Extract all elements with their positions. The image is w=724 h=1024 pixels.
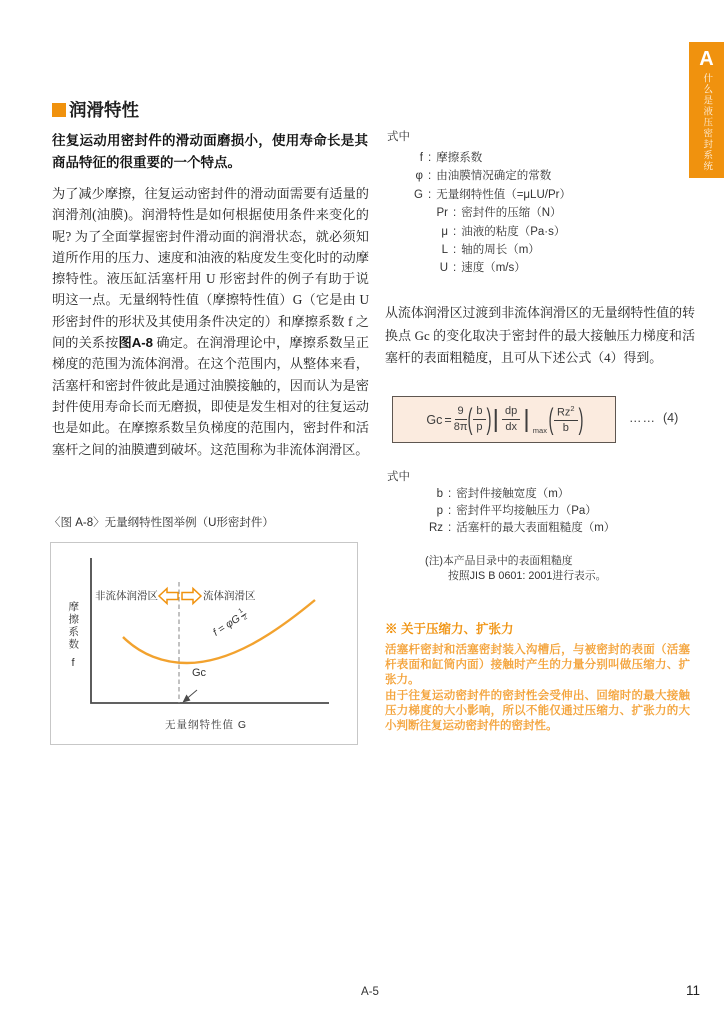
y-axis-symbol: f (71, 657, 75, 669)
definition-row: p : 密封件平均接触压力（Pa） (436, 505, 597, 518)
section-title-text: 润滑特性 (69, 100, 139, 120)
chart-canvas (51, 543, 357, 744)
lead-paragraph: 往复运动用密封件的滑动面磨损小，使用寿命长是其商品特征的很重要的一个特点。 (52, 133, 368, 170)
chart-axes (91, 558, 329, 703)
region-label-fluid: 流体润滑区 (203, 590, 256, 602)
formula-fraction-dp-dx: dp dx (502, 405, 520, 433)
footer-book-page: 11 (685, 983, 700, 998)
figure-reference: 图A-8 (118, 335, 154, 351)
force-paragraph-2: 由于往复运动密封件的密封性会受伸出、回缩时的最大接触压力梯度的大小影响，所以不能仅通过压缩力、扩张力的大小判断往复运动密封件的密封性。 (385, 690, 690, 733)
formula-4-row (385, 396, 695, 444)
y-axis-label-text: 摩擦系数 (67, 601, 80, 651)
gc-point-label: Gc (192, 667, 207, 679)
definition-row: b : 密封件接触宽度（m） (436, 488, 570, 500)
section-tab-label: 什么是液压密封系统 (701, 73, 713, 172)
definition-row: Rz : 活塞杆的最大表面粗糙度（m） (428, 522, 616, 535)
section-bullet-icon (52, 103, 66, 117)
section-title (52, 97, 139, 122)
figure-caption: 〈图 A-8〉无量纲特性图举例（U形密封件） (49, 517, 274, 529)
force-paragraph-1: 活塞杆密封和活塞密封装入沟槽后，与被密封的表面（活塞杆表面和缸筒内面）接触时产生的力量分别叫做压缩力、扩张力。 (385, 644, 690, 687)
paren-close: ) (486, 402, 492, 436)
definition-row: G : 无量纲特性值（=μLU/Pr） (414, 188, 571, 201)
arrow-right-icon (182, 589, 201, 604)
note-line-2: 按照JIS B 0601: 2001进行表示。 (448, 569, 607, 582)
formula-fraction-b-p: b p (473, 405, 485, 433)
paren-open: ( (467, 402, 473, 436)
where-label-2: 式中 (387, 471, 410, 483)
where-label-1: 式中 (387, 131, 410, 143)
definition-row: φ : 由油膜情况确定的常数 (415, 170, 552, 183)
arrow-left-icon (159, 589, 178, 604)
paren-close: ) (578, 402, 584, 436)
symbol-definitions-2 (385, 486, 615, 538)
body-paragraph (52, 183, 369, 460)
symbol-definitions-1 (385, 149, 571, 278)
surface-roughness-note (425, 554, 606, 584)
gc-pointer-arrowhead-icon (183, 695, 191, 703)
definition-row: U : 速度（m/s） (439, 262, 526, 275)
gc-pointer-line (187, 690, 197, 699)
formula-number: …… (4) (629, 411, 679, 425)
body-text: 为了减少摩擦，往复运动密封件的滑动面需要有适量的润滑剂(油膜)。润滑特性是如何根据使用条件来变化的呢? 为了全面掌握密封件滑动面的润滑状态，就必须知道所作用的压力、速度和油液的粘度发生变化时的动摩擦特性。液压缸活塞杆用 U 形密封件的例子有助于说明这一点。无量纲特性值（摩擦特性值）G（它是由 U 形密封件的形状及其使用条件决定的）和摩擦系数 f 之间的关系按 (52, 186, 369, 351)
region-label-nonfluid: 非流体润滑区 (95, 590, 158, 602)
abs-bar: | (492, 405, 500, 433)
curve-equation-exponent: 1 2 (237, 607, 249, 622)
max-subscript: max (532, 426, 547, 435)
force-section-heading: ※ 关于压缩力、扩张力 (385, 622, 514, 636)
section-tab-letter: A (699, 48, 714, 70)
definition-row: f : 摩擦系数 (419, 152, 483, 164)
formula-4-box (392, 396, 616, 443)
x-axis-label: 无量纲特性值 G (164, 719, 248, 731)
curve-equation-base: f = φG (210, 612, 243, 639)
transition-paragraph: 从流体润滑区过渡到非流体润滑区的无量纲特性值的转换点 Gc 的变化取决于密封件的最大接触压力梯度和活塞杆的表面粗糙度，且可从下述公式（4）得到。 (385, 306, 695, 365)
figure-a8-chart (50, 542, 358, 745)
abs-bar: | (523, 405, 530, 433)
formula-equals: = (444, 412, 452, 427)
formula-fraction-9-8pi: $\frac{9}{8\pi}$ (453, 405, 468, 433)
definition-row: L : 轴的周长（m） (441, 244, 540, 257)
body-text-cont: 确定。在润滑理论中，摩擦系数呈正梯度的范围为流体润滑。在这个范围内，从整体来看，活塞杆和密封件彼此是通过油膜接触的，因而认为是密封件使用寿命长而无磨损，即使是发生相对的往复运动也是如此。在摩擦系数呈负梯度的范围内，密封件和活塞杆之间的油膜遭到破坏。这范围称为非流体润滑区。 (52, 335, 370, 457)
y-axis-label (65, 601, 81, 669)
section-tab (689, 42, 724, 178)
definition-row: μ : 油液的粘度（Pa·s） (441, 225, 566, 238)
formula-fraction-rz2-b: Rz$^2$ b (554, 405, 578, 435)
note-line-1: (注)本产品目录中的表面粗糙度 (425, 555, 573, 567)
definition-row: Pr : 密封件的压缩（N） (436, 207, 562, 220)
formula-lhs: Gc (426, 412, 443, 427)
footer-section-page: A-5 (361, 986, 379, 998)
paren-open: ( (548, 402, 554, 436)
